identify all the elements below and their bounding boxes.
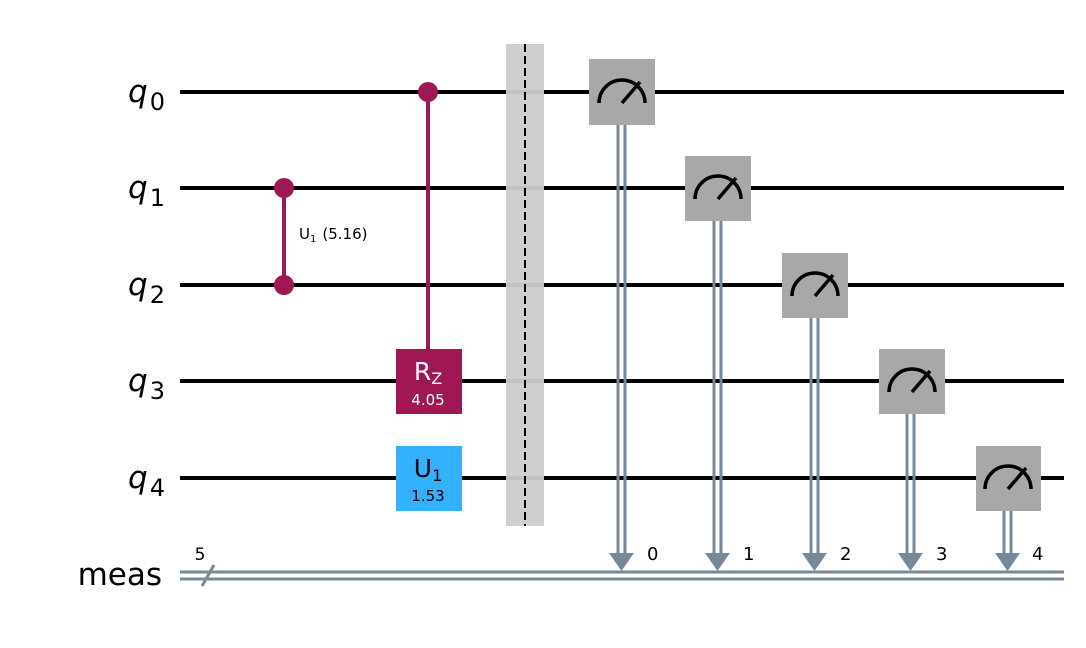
rz-gate-label: RZ <box>413 357 443 388</box>
u1-gate-label: U1 <box>413 454 443 485</box>
cu1-gate-label: $U_1$ (5.16) <box>299 225 368 245</box>
register-size-label: 5 <box>194 545 206 565</box>
u1-gate[interactable] <box>396 446 462 511</box>
barrier-icon <box>506 44 544 526</box>
qubit-label-3: $q_3$ <box>128 363 165 405</box>
measure-gate-2[interactable] <box>782 253 851 571</box>
rz-gate-param: 4.05 <box>411 391 445 409</box>
qubit-label-2: $q_2$ <box>128 267 165 309</box>
measure-gate-0[interactable] <box>589 59 658 571</box>
control-dot <box>274 178 294 198</box>
clbit-label-0: 0 <box>647 544 659 565</box>
measure-gate-4[interactable] <box>976 446 1043 571</box>
measure-gate-1[interactable] <box>685 156 754 571</box>
control-dot <box>274 275 294 295</box>
clbit-label-3: 3 <box>936 544 948 565</box>
clbit-label-1: 1 <box>743 544 755 565</box>
register-slash <box>202 565 214 586</box>
u1-gate-param: 1.53 <box>411 487 445 505</box>
classical-register-label: meas <box>77 557 162 593</box>
qubit-label-4: $q_4$ <box>128 460 165 502</box>
clbit-label-2: 2 <box>840 544 852 565</box>
crz-gate[interactable] <box>396 82 462 414</box>
control-dot <box>418 82 438 102</box>
measure-gate-3[interactable] <box>879 349 947 571</box>
cu1-gate[interactable] <box>274 178 367 295</box>
qubit-label-0: $q_0$ <box>128 74 165 116</box>
qubit-label-1: $q_1$ <box>128 170 165 212</box>
clbit-label-4: 4 <box>1032 544 1044 565</box>
